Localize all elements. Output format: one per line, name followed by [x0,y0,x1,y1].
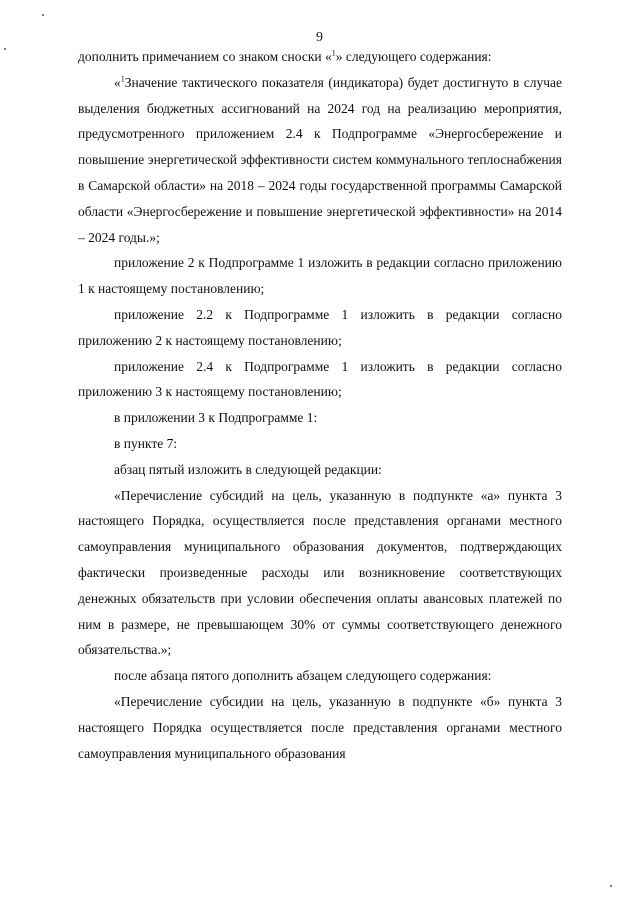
document-body [78,44,562,766]
scan-speck [4,48,6,50]
footnote-paragraph [78,70,562,251]
paragraph-appendix-3-text: в приложении 3 к Подпрограмме 1: [114,410,318,426]
footnote-text: «$^1$Значение тактического показателя (индикатора) будет достигнуто в случае выделения бюджетных ассигнований на 2024 год на реализацию мероприятия, предусмотренного приложением 2.4 к Подпрограмме «Энергосбережение и повышение энергетической эффективности систем коммунального теплоснабжения в Самарской области» на 2018 – 2024 годы государственной программы Самарской области «Энергосбережение и повышение энергетической эффективности» на 2014 – 2024 годы.»; [78,74,562,245]
page-number: 9 [316,30,323,45]
paragraph-abzac-5 [78,457,562,483]
quote-paragraph-a-text: «Перечисление субсидий на цель, указанную в подпункте «а» пункта 3 настоящего Порядка, осуществляется после представления органами местного самоуправления муниципального образования документов, подтверждающих фактически произведенные расходы или возникновение соответствующих денежных обязательств при условии обеспечения оплаты авансовых платежей по ним в размере, не превышающем 30% от суммы соответствующего денежного обязательства.»; [78,487,562,658]
quote-paragraph-b-text: «Перечисление субсидии на цель, указанную в подпункте «б» пункта 3 настоящего Порядка осуществляется после представления органами местного самоуправления муниципального образования [78,693,562,761]
paragraph-appendix-2-4 [78,354,562,406]
paragraph-appendix-2-text: приложение 2 к Подпрограмме 1 изложить в редакции согласно приложению 1 к настоящему постановлению; [78,255,562,297]
paragraph-appendix-2 [78,250,562,302]
paragraph-appendix-3 [78,405,562,431]
paragraph-appendix-2-4-text: приложение 2.4 к Подпрограмме 1 изложить в редакции согласно приложению 3 к настоящему постановлению; [78,358,562,400]
paragraph-point-7 [78,431,562,457]
scan-speck [610,885,612,887]
paragraph-abzac-5-text: абзац пятый изложить в следующей редакции: [114,461,382,477]
paragraph-point-7-text: в пункте 7: [114,435,178,451]
paragraph-appendix-2-2-text: приложение 2.2 к Подпрограмме 1 изложить в редакции согласно приложению 2 к настоящему постановлению; [78,306,562,348]
paragraph-after-abzac-5 [78,663,562,689]
paragraph-1 [78,44,562,70]
paragraph-1-text: дополнить примечанием со знаком сноски «$^1$» следующего содержания: [78,48,492,64]
scan-speck [42,14,44,16]
paragraph-appendix-2-2 [78,302,562,354]
paragraph-after-abzac-5-text: после абзаца пятого дополнить абзацем следующего содержания: [114,668,492,684]
quote-paragraph-b [78,689,562,766]
quote-paragraph-a [78,483,562,664]
